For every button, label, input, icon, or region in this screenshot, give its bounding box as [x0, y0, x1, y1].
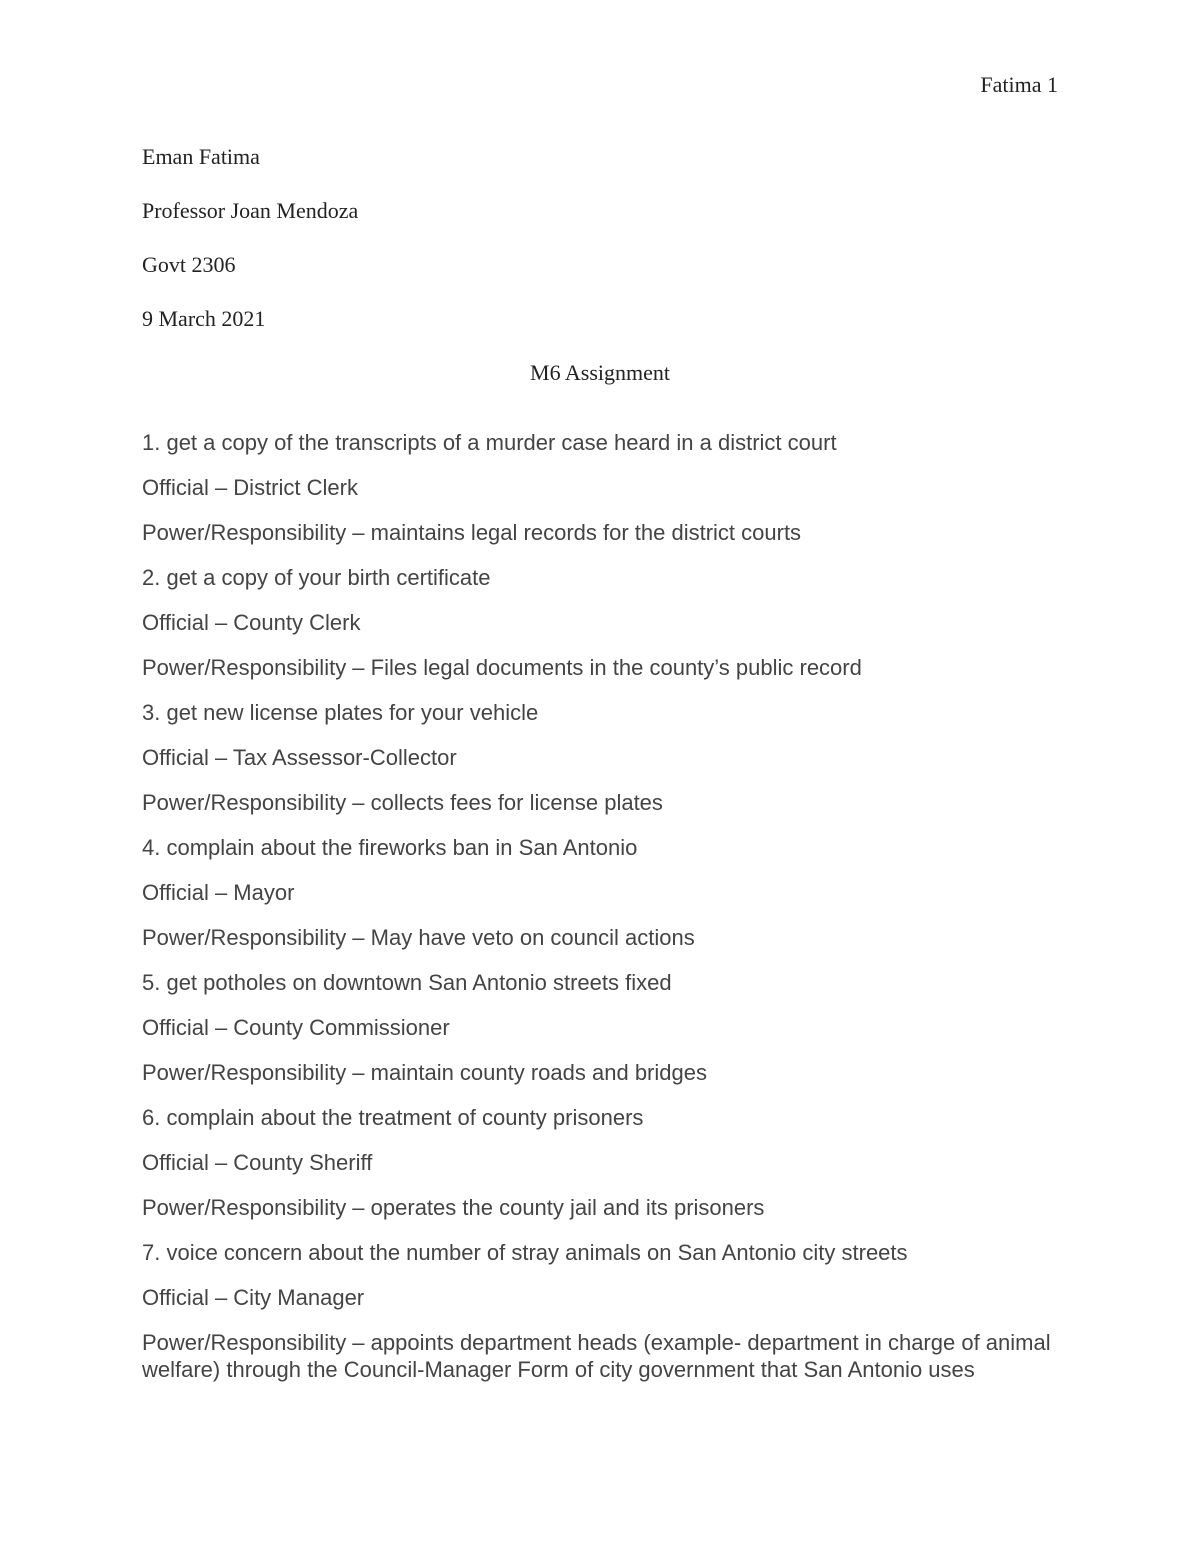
responsibility-line: Power/Responsibility – collects fees for license plates	[142, 790, 663, 815]
official-line: Official – Tax Assessor-Collector	[142, 745, 457, 770]
responsibility-line: Power/Responsibility – Files legal documents in the county’s public record	[142, 655, 862, 680]
responsibility-line: Power/Responsibility – maintain county roads and bridges	[142, 1060, 707, 1085]
official-line: Official – County Clerk	[142, 610, 361, 635]
question-line: 4. complain about the fireworks ban in San Antonio	[142, 835, 638, 860]
responsibility-line: Power/Responsibility – operates the county jail and its prisoners	[142, 1195, 765, 1220]
question-line: 3. get new license plates for your vehicle	[142, 700, 539, 725]
document-title: M6 Assignment	[530, 360, 670, 385]
assignment-body	[142, 429, 1058, 1383]
mla-heading	[142, 142, 1058, 388]
page-header-label: Fatima 1	[980, 72, 1058, 97]
responsibility-line: Power/Responsibility – May have veto on council actions	[142, 925, 695, 950]
question-line: 2. get a copy of your birth certificate	[142, 565, 491, 590]
question-line: 5. get potholes on downtown San Antonio streets fixed	[142, 970, 672, 995]
official-line: Official – City Manager	[142, 1285, 365, 1310]
course-name: Govt 2306	[142, 252, 236, 277]
official-line: Official – Mayor	[142, 880, 295, 905]
student-name: Eman Fatima	[142, 144, 260, 169]
question-line: 6. complain about the treatment of county prisoners	[142, 1105, 644, 1130]
official-line: Official – County Sheriff	[142, 1150, 373, 1175]
official-line: Official – District Clerk	[142, 475, 358, 500]
responsibility-line: Power/Responsibility – maintains legal records for the district courts	[142, 520, 802, 545]
official-line: Official – County Commissioner	[142, 1015, 450, 1040]
question-line: 7. voice concern about the number of stray animals on San Antonio city streets	[142, 1240, 908, 1265]
responsibility-line: Power/Responsibility – appoints department heads (example- department in charge of animal welfare) through the Council-Manager Form of city government that San Antonio uses	[142, 1330, 1051, 1382]
question-line: 1. get a copy of the transcripts of a murder case heard in a district court	[142, 430, 837, 455]
professor-name: Professor Joan Mendoza	[142, 198, 359, 223]
document-date: 9 March 2021	[142, 306, 266, 331]
